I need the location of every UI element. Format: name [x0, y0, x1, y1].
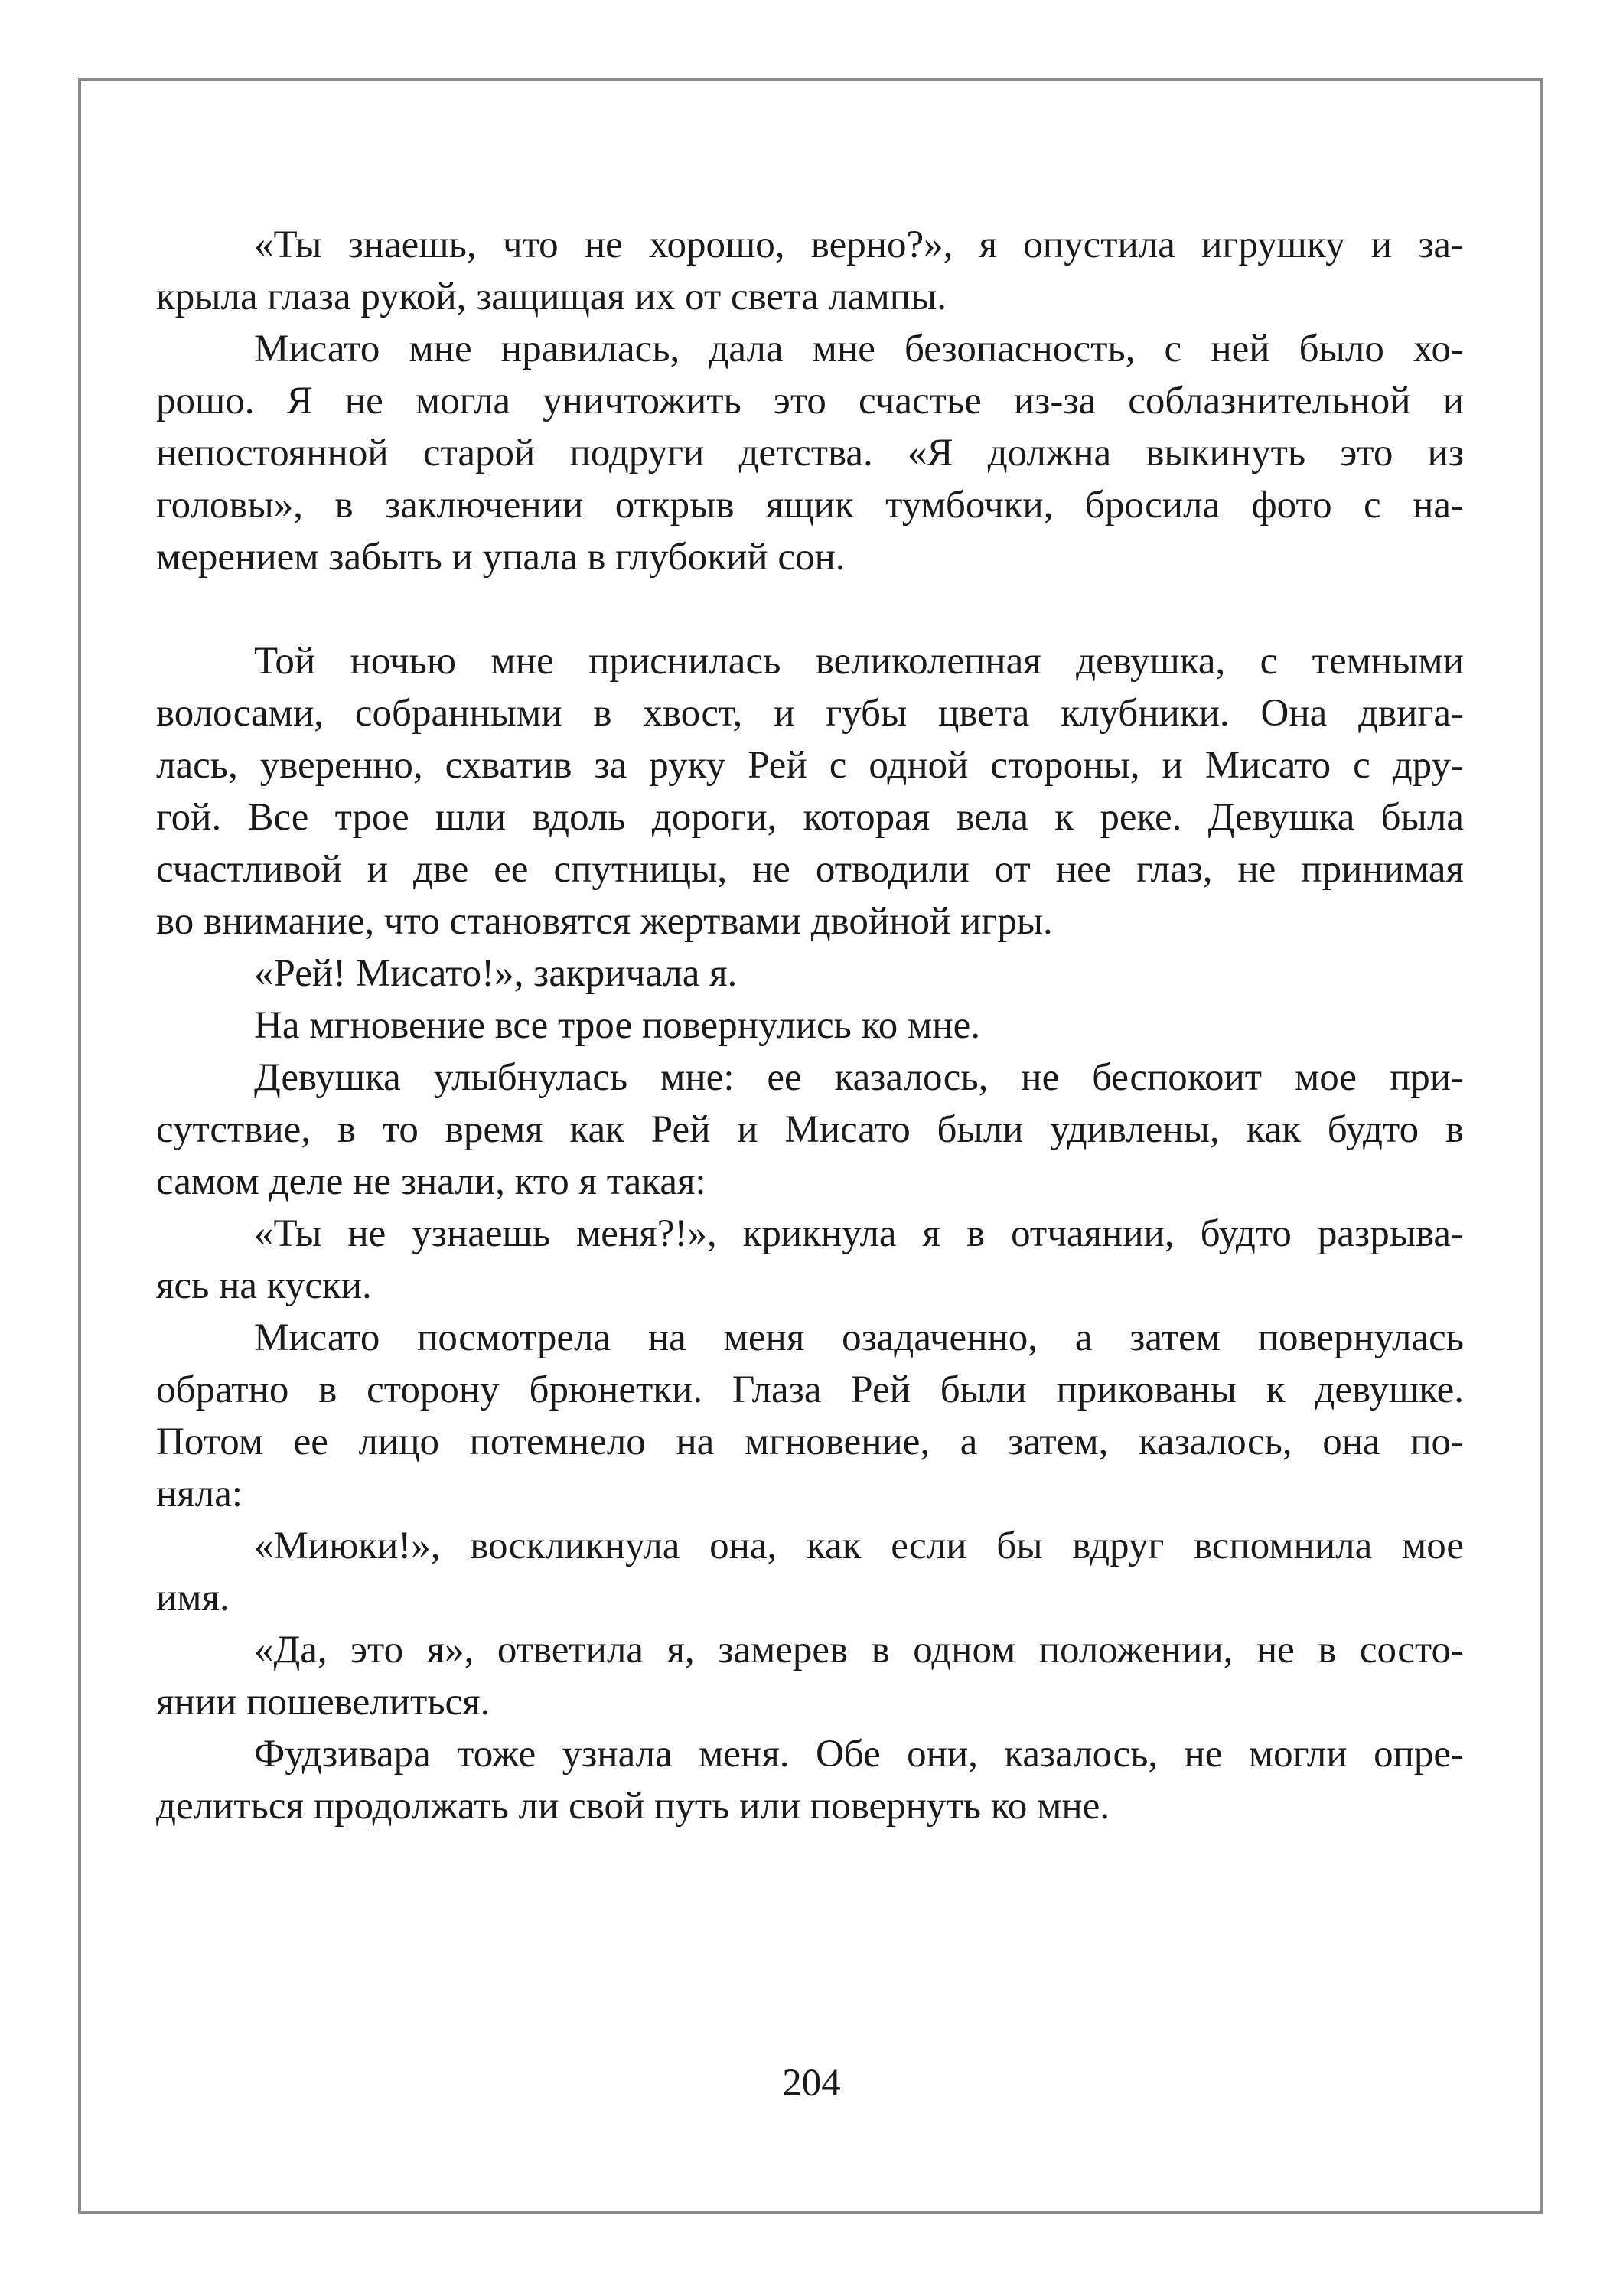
text-line: Мисато посмотрела на меня озадаченно, а затем повернулась — [254, 1316, 1464, 1359]
text-line: «Ты не узнаешь меня?!», крикнула я в отчаянии, будто разрыва- — [254, 1212, 1464, 1255]
text-line: сутствие, в то время как Рей и Мисато были удивлены, как будто в — [156, 1108, 1464, 1151]
page-number: 204 — [782, 2062, 841, 2105]
text-line: делиться продолжать ли свой путь или повернуть ко мне. — [156, 1785, 1110, 1828]
text-line: Мисато мне нравилась, дала мне безопасность, с ней было хо- — [254, 328, 1464, 370]
text-line: «Рей! Мисато!», закричала я. — [254, 952, 738, 995]
text-line: обратно в сторону брюнетки. Глаза Рей были прикованы к девушке. — [156, 1368, 1464, 1411]
text-line: счастливой и две ее спутницы, не отводили от нее глаз, не принимая — [156, 848, 1464, 891]
text-line: рошо. Я не могла уничтожить это счастье из-за соблазнительной и — [156, 380, 1464, 422]
text-line: головы», в заключении открыв ящик тумбочки, бросила фото с на- — [156, 484, 1464, 527]
blank-line — [156, 583, 1464, 635]
text-line: самом деле не знали, кто я такая: — [156, 1160, 706, 1203]
text-line: непостоянной старой подруги детства. «Я должна выкинуть это из — [156, 432, 1464, 475]
text-line: ясь на куски. — [156, 1264, 372, 1307]
text-line: Девушка улыбнулась мне: ее казалось, не беспокоит мое при- — [254, 1056, 1464, 1099]
text-line: во внимание, что становятся жертвами двойной игры. — [156, 900, 1053, 943]
text-line: Фудзивара тоже узнала меня. Обе они, казалось, не могли опре- — [254, 1733, 1464, 1776]
text-line: На мгновение все трое повернулись ко мне. — [254, 1004, 980, 1047]
text-line: «Да, это я», ответила я, замерев в одном положении, не в состо- — [254, 1629, 1464, 1671]
text-line: янии пошевелиться. — [156, 1681, 490, 1724]
text-line: гой. Все трое шли вдоль дороги, которая вела к реке. Девушка была — [156, 796, 1464, 839]
body-text — [156, 219, 1464, 1832]
text-line: крыла глаза рукой, защищая их от света лампы. — [156, 276, 947, 318]
text-line: Той ночью мне приснилась великолепная девушка, с темными — [254, 640, 1464, 683]
text-line: няла: — [156, 1473, 243, 1515]
text-line: «Миюки!», воскликнула она, как если бы вдруг вспомнила мое — [254, 1525, 1464, 1567]
text-line: волосами, собранными в хвост, и губы цвета клубники. Она двига- — [156, 692, 1464, 735]
text-line: имя. — [156, 1577, 230, 1619]
text-line: лась, уверенно, схватив за руку Рей с одной стороны, и Мисато с дру- — [156, 744, 1464, 787]
text-line: мерением забыть и упала в глубокий сон. — [156, 536, 846, 579]
text-line: «Ты знаешь, что не хорошо, верно?», я опустила игрушку и за- — [254, 223, 1464, 266]
text-line: Потом ее лицо потемнело на мгновение, а затем, казалось, она по- — [156, 1420, 1464, 1463]
